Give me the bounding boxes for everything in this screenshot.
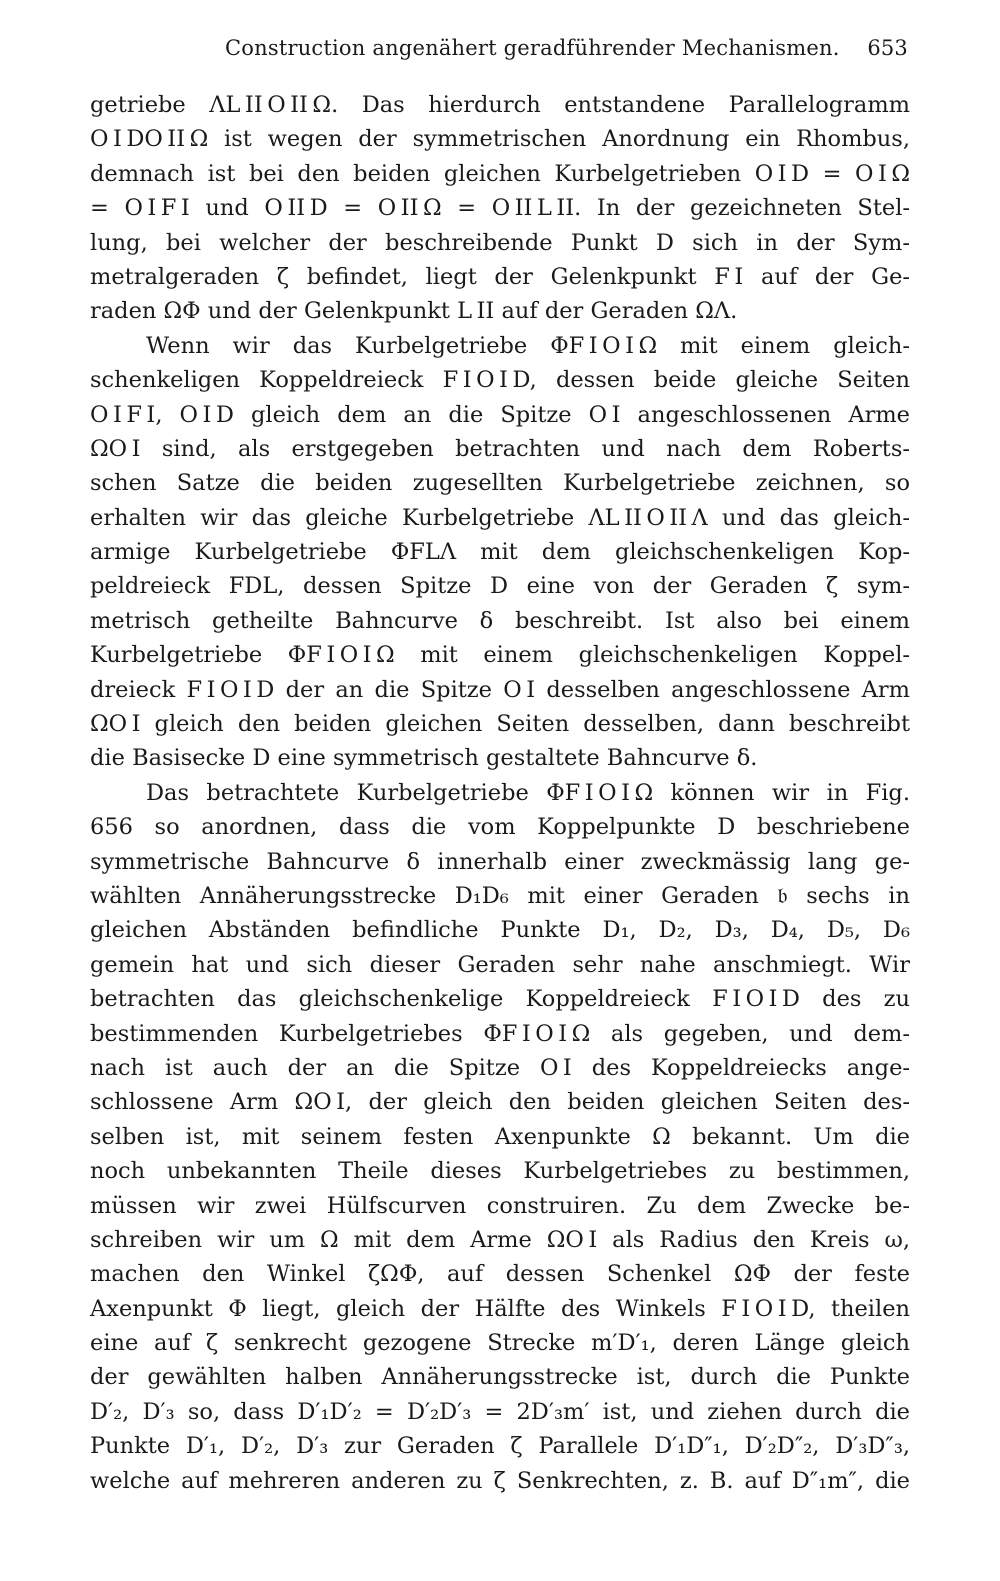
text-line: O I DO II Ω ist wegen der symmetrischen Anordnung ein Rhombus, [90, 126, 910, 153]
text-line: raden ΩΦ und der Gelenkpunkt L II auf der Geraden ΩΛ. [90, 298, 738, 325]
text-line: noch unbekannten Theile dieses Kurbelgetriebes zu bestimmen, [90, 1158, 910, 1185]
text-line: Das betrachtete Kurbelgetriebe ΦF I O I Ω können wir in Fig. [146, 779, 910, 806]
text-line: gemein hat und sich dieser Geraden sehr nahe anschmiegt. Wir [90, 951, 910, 978]
text-line: müssen wir zwei Hülfscurven construiren. Zu dem Zwecke be- [90, 1192, 910, 1219]
text-line: eine auf ζ senkrecht gezogene Strecke m′D′₁, deren Länge gleich [90, 1330, 910, 1357]
text-line: ΩO I sind, als erstgegeben betrachten und nach dem Roberts- [90, 435, 910, 462]
text-line: erhalten wir das gleiche Kurbelgetriebe ΛL II O II Λ und das gleich- [90, 504, 910, 531]
text-line: ΩO I gleich den beiden gleichen Seiten desselben, dann beschreibt [90, 711, 910, 738]
running-header [225, 36, 908, 68]
text-line: metralgeraden ζ befindet, liegt der Gelenkpunkt F I auf der Ge- [90, 263, 910, 290]
text-line: lung, bei welcher der beschreibende Punkt D sich in der Sym- [90, 229, 910, 256]
text-line: gleichen Abständen befindliche Punkte D₁, D₂, D₃, D₄, D₅, D₆ [90, 917, 910, 944]
text-line: nach ist auch der an die Spitze O I des Koppeldreiecks ange- [90, 1054, 910, 1081]
text-line: demnach ist bei den beiden gleichen Kurbelgetrieben O I D = O I Ω [90, 160, 910, 187]
text-line: welche auf mehreren anderen zu ζ Senkrechten, z. B. auf D″₁m″, die [90, 1467, 910, 1494]
text-line: Axenpunkt Φ liegt, gleich der Hälfte des Winkels F I O I D, theilen [90, 1295, 910, 1322]
text-line: peldreieck FDL, dessen Spitze D eine von der Geraden ζ sym- [90, 573, 910, 600]
text-line: Wenn wir das Kurbelgetriebe ΦF I O I Ω mit einem gleich- [146, 332, 910, 359]
text-line: schen Satze die beiden zugesellten Kurbelgetriebe zeichnen, so [90, 470, 910, 497]
text-line: dreieck F I O I D der an die Spitze O I desselben angeschlossene Arm [90, 676, 910, 703]
text-line: Punkte D′₁, D′₂, D′₃ zur Geraden ζ Parallele D′₁D″₁, D′₂D″₂, D′₃D″₃, [90, 1433, 910, 1460]
page-number: 653 [867, 36, 908, 60]
running-title: Construction angenähert geradführender Mechanismen. [225, 36, 840, 60]
text-line: betrachten das gleichschenkelige Koppeldreieck F I O I D des zu [90, 986, 910, 1013]
text-line: metrisch getheilte Bahncurve δ beschreibt. Ist also bei einem [90, 607, 910, 634]
text-line: armige Kurbelgetriebe ΦFLΛ mit dem gleichschenkeligen Kop- [90, 539, 910, 566]
text-line: 656 so anordnen, dass die vom Koppelpunkte D beschriebene [90, 814, 910, 841]
text-line: D′₂, D′₃ so, dass D′₁D′₂ = D′₂D′₃ = 2D′₃m′ ist, und ziehen durch die [90, 1398, 910, 1425]
text-line: machen den Winkel ζΩΦ, auf dessen Schenkel ΩΦ der feste [90, 1261, 910, 1288]
text-line: = O I F I und O II D = O II Ω = O II L II. In der gezeichneten Stel- [90, 195, 910, 222]
text-line: schreiben wir um Ω mit dem Arme ΩO I als Radius den Kreis ω, [90, 1226, 910, 1253]
body-text [90, 88, 910, 1498]
text-line: Kurbelgetriebe ΦF I O I Ω mit einem gleichschenkeligen Koppel- [90, 642, 910, 669]
text-line: selben ist, mit seinem festen Axenpunkte Ω bekannt. Um die [90, 1123, 910, 1150]
text-line: bestimmenden Kurbelgetriebes ΦF I O I Ω als gegeben, und dem- [90, 1020, 910, 1047]
text-line: getriebe ΛL II O II Ω. Das hierdurch entstandene Parallelogramm [90, 92, 910, 118]
text-line: symmetrische Bahncurve δ innerhalb einer zweckmässig lang ge- [90, 848, 910, 875]
text-line: die Basisecke D eine symmetrisch gestaltete Bahncurve δ. [90, 745, 758, 772]
text-line: der gewählten halben Annäherungsstrecke ist, durch die Punkte [90, 1364, 910, 1391]
text-line: wählten Annäherungsstrecke D₁D₆ mit einer Geraden 𝔟 sechs in [90, 882, 910, 909]
text-line: schenkeligen Koppeldreieck F I O I D, dessen beide gleiche Seiten [90, 367, 910, 394]
text-line: O I F I, O I D gleich dem an die Spitze O I angeschlossenen Arme [90, 401, 910, 428]
text-line: schlossene Arm ΩO I, der gleich den beiden gleichen Seiten des- [90, 1089, 910, 1116]
